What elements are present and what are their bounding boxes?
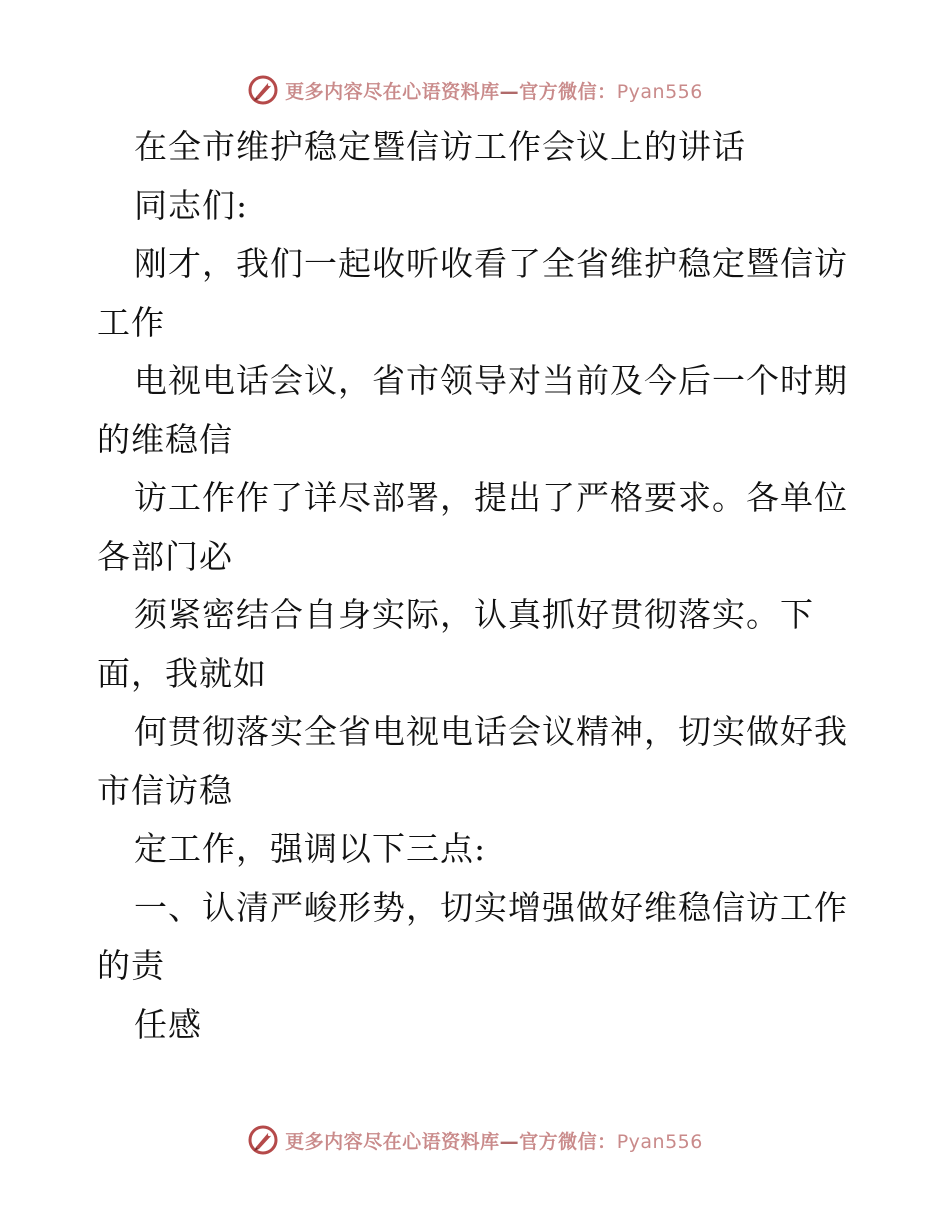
text-line: 何贯彻落实全省电视电话会议精神，切实做好我 [134,712,848,751]
header-banner [0,70,950,110]
text-line: 刚才，我们一起收听收看了全省维护稳定暨信访 [134,244,848,283]
banner-separator: — [499,80,520,103]
pen-logo-icon [247,74,279,106]
text-line: 市信访稳 [97,770,233,810]
text-line: 访工作作了详尽部署，提出了严格要求。各单位 [134,478,848,517]
text-line: 的维稳信 [97,419,233,459]
banner-suffix: 官方微信： [519,1130,617,1153]
footer-banner [0,1120,950,1160]
header-banner-content [247,74,703,106]
banner-separator: — [499,1130,520,1153]
banner-title: 更多内容尽在心语资料库 [285,1130,500,1153]
text-line: 任感 [134,1004,202,1044]
text-line: 面，我就如 [97,653,267,693]
text-line: 各部门必 [97,536,233,576]
pen-logo-icon [247,1124,279,1156]
text-line: 的责 [97,946,165,985]
banner-handle: Pyan556 [616,80,703,103]
text-line: 电视电话会议，省市领导对当前及今后一个时期 [134,361,848,400]
text-line: 须紧密结合自身实际，认真抓好贯彻落实。下 [134,595,814,634]
footer-banner-content [247,1124,703,1156]
text-line: 工作 [97,302,165,342]
document-body [97,118,857,1054]
text-line: 同志们: [134,185,249,225]
text-line: 在全市维护稳定暨信访工作会议上的讲话 [134,127,746,166]
header-banner-text [285,77,703,104]
banner-suffix: 官方微信： [519,80,617,103]
text-line: 定工作，强调以下三点: [134,829,487,868]
text-line: 一、认清严峻形势，切实增强做好维稳信访工作 [134,887,848,927]
footer-banner-text [285,1127,703,1154]
banner-handle: Pyan556 [616,1130,703,1153]
banner-title: 更多内容尽在心语资料库 [285,80,500,103]
